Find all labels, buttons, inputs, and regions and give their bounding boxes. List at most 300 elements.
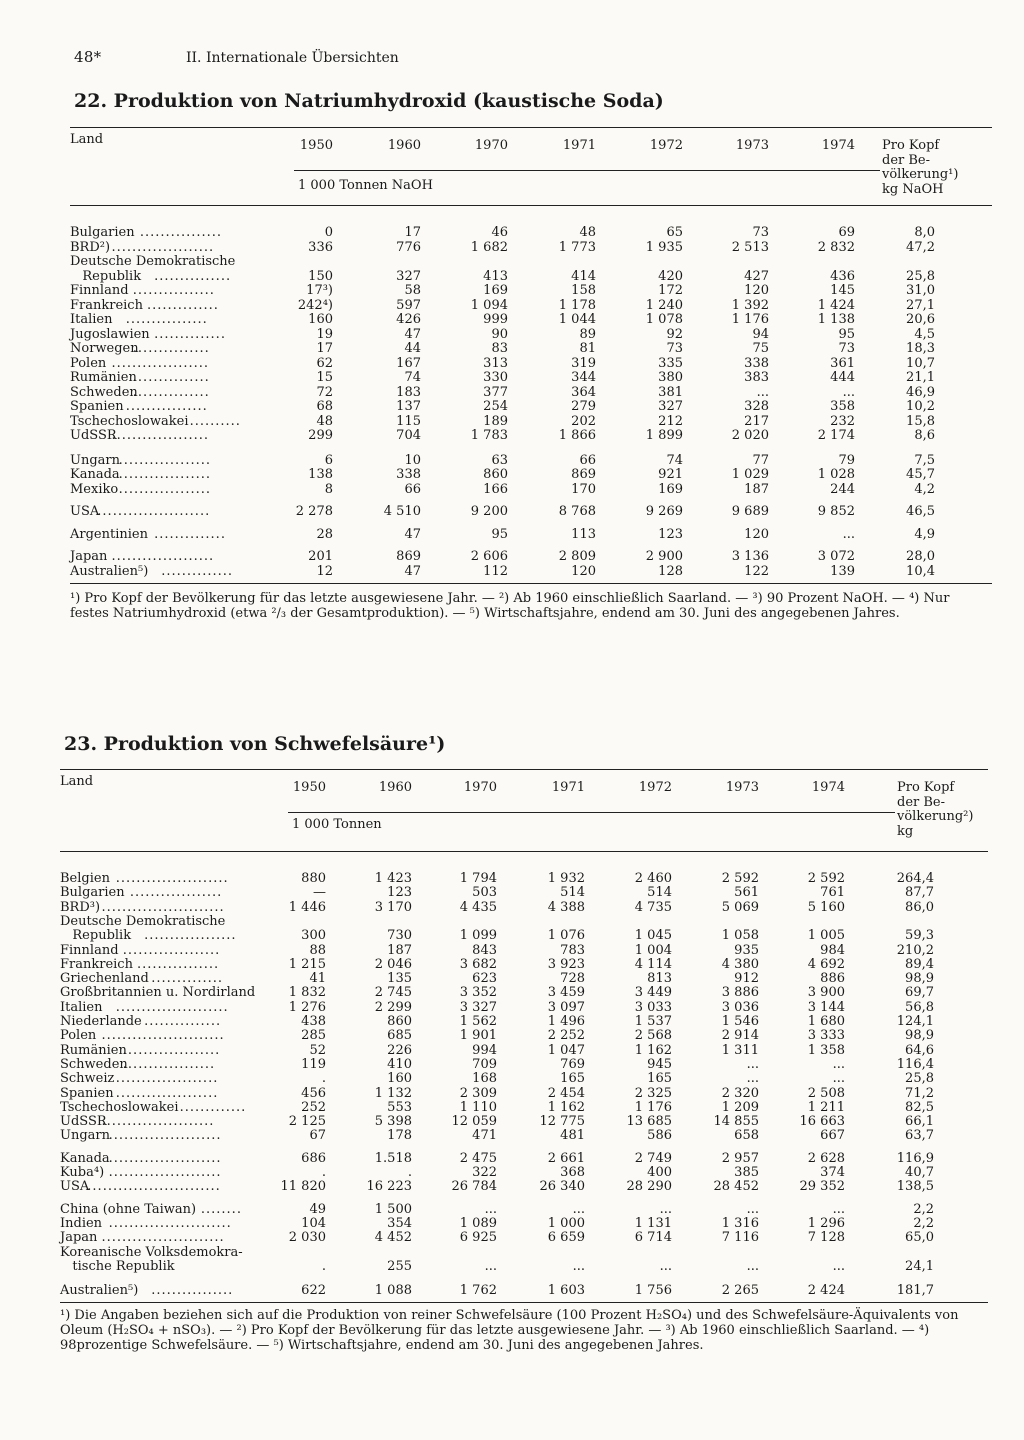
table-cell: 187 [744,481,769,497]
table-cell: 139 [830,563,855,579]
table-cell: 16 223 [366,1179,412,1195]
table-cell: 168 [472,1071,497,1087]
leader-dots: .................. [118,452,211,468]
table-cell: ... [572,1258,585,1274]
table-cell: 1 089 [459,1215,497,1231]
year-header: 1974 [821,138,855,153]
table-cell: 1.518 [374,1150,412,1166]
row-label: Frankreich [60,956,133,972]
row-label: Kuba⁴) [60,1165,105,1180]
table-cell: 15,8 [906,413,935,429]
table-cell: 98,9 [905,1028,934,1044]
table-cell: 503 [472,885,497,901]
table-cell: 2 174 [817,428,855,443]
table-cell: 2 809 [558,549,596,564]
table-cell: 5 160 [807,899,845,915]
perhead-header: der Be- [882,152,931,168]
table-cell: 413 [483,268,508,284]
year-header: 1973 [725,780,759,795]
table-cell: 5 069 [721,899,759,915]
table-cell: 2 020 [731,428,769,443]
table-cell: 1 110 [459,1099,497,1115]
table-cell: 65,0 [905,1230,934,1246]
table-cell: 327 [658,399,683,414]
table-cell: 299 [308,428,333,443]
table-cell: 6 659 [547,1230,585,1246]
table-cell: 327 [396,268,421,284]
table-cell: 137 [396,399,421,414]
table-cell: 2 278 [295,504,333,519]
table-cell: 46 [491,225,508,240]
table-cell: 116,4 [896,1056,934,1072]
table-cell: 368 [560,1165,585,1180]
table-cell: 2 030 [288,1230,326,1246]
table-cell: 1 211 [807,1099,845,1115]
table-cell: 68 [316,399,333,414]
table-cell: 1 004 [634,942,672,958]
table-cell: 869 [396,549,421,564]
table-cell: 330 [483,370,508,385]
footnote: ¹) Pro Kopf der Bevölkerung für das letzte ausgewiesene Jahr. — ²) Ab 1960 einschließlich Saarland. — ³) 90 Prozent NaOH. — ⁴) Nur festes Natriumhydroxid (etwa ²/₃ der Gesamtproduktion). — ⁵) Wirtschaftsjahre, endend am 30. Juni des angegebenen Jahres. [70,591,950,621]
table-cell: 3 036 [721,999,759,1015]
table-cell: 21,1 [906,370,935,385]
table-cell: 3 449 [634,985,672,1001]
row-label: Deutsche Demokratische [70,254,236,269]
table-cell: 336 [308,239,333,255]
table-cell: 128 [658,563,683,579]
table-cell: 66,1 [905,1114,934,1130]
leader-dots: .............. [161,563,234,579]
leader-dots: ...................... [108,1128,222,1144]
table-cell: 935 [734,942,759,958]
table-cell: 438 [301,1014,326,1029]
table-cell: 622 [301,1283,326,1299]
table-cell: 252 [301,1099,326,1115]
table-cell: 124,1 [896,1014,934,1029]
table-cell: 40,7 [905,1165,934,1180]
table-cell: 344 [571,370,596,385]
table-cell: 1 276 [288,999,326,1015]
row-label: Finnland [60,942,119,958]
table-cell: 90 [491,326,508,342]
table-cell: 860 [387,1014,412,1029]
leader-dots: .................. [118,467,211,482]
table-cell: 69,7 [905,985,934,1001]
table-cell: 122 [744,563,769,579]
table-cell: 189 [483,413,508,429]
table-cell: 886 [820,971,845,987]
table-cell: 160 [387,1071,412,1087]
table-cell: 1 162 [547,1099,585,1115]
page-number: 48* [74,48,102,66]
table-cell: 67 [309,1128,326,1144]
table-cell: 400 [647,1165,672,1180]
table-cell: 150 [308,268,333,284]
year-header: 1974 [811,780,845,795]
table-cell: 244 [830,481,855,497]
table-cell: 456 [301,1085,326,1101]
table-cell: 167 [396,355,421,371]
table-cell: 13 685 [626,1114,672,1130]
table-bottom-rule [60,1302,988,1303]
table-cell: 2 475 [459,1150,497,1166]
row-label: Australien⁵) [70,563,149,579]
table-cell: ... [842,384,855,400]
leader-dots: .......... [189,413,241,429]
row-label: Bulgarien [60,885,125,901]
table-cell: 1 240 [645,297,683,313]
table-cell: 75 [752,341,769,356]
table-cell: 47 [404,563,421,579]
row-label: Norwegen [70,341,139,356]
table-cell: 112 [483,563,508,579]
table-cell: 2 309 [459,1085,497,1101]
perhead-header: völkerung¹) [882,167,959,182]
row-label: USA [60,1179,90,1195]
leader-dots: ........................ [108,1215,232,1231]
table-cell: 31,0 [906,283,935,298]
table-cell: 945 [647,1056,672,1072]
leader-dots: .................... [115,1071,219,1087]
table-cell: 4 510 [383,504,421,519]
row-label: tische Republik [60,1258,175,1274]
table-cell: 1 392 [731,297,769,313]
year-header: 1950 [299,138,333,153]
row-label: Republik [60,928,132,944]
table-cell: 98,9 [905,971,934,987]
table-cell: 2 568 [634,1028,672,1044]
table-cell: 1 000 [547,1215,585,1231]
table-cell: 426 [396,312,421,327]
table-cell: 187 [387,942,412,958]
table-cell: 1 603 [547,1283,585,1299]
table-cell: 120 [571,563,596,579]
table-cell: 5 398 [374,1114,412,1130]
perhead-header: Pro Kopf [882,138,940,153]
table-cell: 3 033 [634,999,672,1015]
table-cell: 19 [316,326,333,342]
table-cell: 2 046 [374,956,412,972]
table-cell: 1 500 [374,1201,412,1217]
table-cell: 178 [387,1128,412,1144]
table-cell: 52 [309,1042,326,1058]
table-cell: 2 914 [721,1028,759,1044]
row-label: Tschechoslowakei [70,413,189,429]
table-cell: 14 855 [713,1114,759,1130]
table-cell: 436 [830,268,855,284]
table-cell: 56,8 [905,999,934,1015]
table-cell: 1 311 [721,1042,759,1058]
table-cell: 10,2 [906,399,935,414]
table-cell: 25,8 [905,1071,934,1087]
table-cell: 89,4 [905,956,934,972]
table-cell: 44 [404,341,421,356]
table-cell: 48 [579,225,596,240]
perhead-header: der Be- [897,794,946,810]
row-label: Großbritannien u. Nordirland [60,985,256,1001]
table-cell: 242⁴) [297,297,333,313]
table-cell: 414 [571,268,596,284]
table-cell: 264,4 [896,871,934,886]
table-cell: ... [842,526,855,542]
leader-dots: .............. [154,526,226,542]
table-cell: 48 [316,413,333,429]
table-cell: 3 333 [807,1028,845,1044]
year-header: 1970 [474,138,508,153]
leader-dots: ............... [154,268,232,284]
table-cell: 2 513 [731,239,769,255]
table-cell: ... [746,1056,759,1072]
leader-dots: ........................ [101,1230,225,1246]
unit-label: 1 000 Tonnen NaOH [298,178,433,193]
table-cell: 3 170 [374,899,412,915]
row-label: Schweden [60,1056,128,1072]
table-cell: 212 [658,413,683,429]
table-cell: 8,0 [914,225,935,240]
row-label: Koreanische Volksdemokra- [60,1244,243,1260]
leader-dots: .................. [144,928,237,944]
leader-dots: ...................... [108,1165,222,1180]
table-cell: 2 745 [374,985,412,1001]
row-label: Rumänien [70,370,137,385]
land-header: Land [70,132,104,147]
table-cell: 685 [387,1028,412,1044]
table-cell: 120 [744,526,769,542]
table-cell: 113 [571,526,596,542]
row-label: Indien [60,1215,103,1231]
table-cell: 328 [744,399,769,414]
table-cell: 46,5 [906,504,935,519]
table-cell: 74 [666,452,683,468]
table-cell: 25,8 [906,268,935,284]
table-cell: 2 628 [807,1150,845,1166]
table-cell: 2 320 [721,1085,759,1101]
row-label: Deutsche Demokratische [60,913,226,929]
row-label: China (ohne Taiwan) [60,1201,197,1217]
table-cell: 26 340 [539,1179,585,1195]
table-cell: ... [756,384,769,400]
perhead-header: kg NaOH [882,181,944,197]
table-cell: ... [746,1258,759,1274]
table-cell: 169 [483,283,508,298]
table-cell: 686 [301,1150,326,1166]
leader-dots: .................... [111,239,215,255]
leader-dots: ................ [132,283,215,298]
row-label: Ungarn [70,452,120,468]
table-cell: 361 [830,355,855,371]
table-cell: 1 132 [374,1085,412,1101]
table-cell: 1 045 [634,928,672,944]
table-cell: 364 [571,384,596,400]
year-header: 1960 [378,780,412,795]
row-label: Ungarn [60,1128,110,1144]
table-cell: 4 452 [374,1230,412,1246]
table-cell: 319 [571,355,596,371]
table-cell: 123 [387,885,412,901]
table-cell: 4,9 [914,526,935,542]
table-cell: 8 [324,481,333,497]
row-label: Spanien [70,399,124,414]
leader-dots: ............... [132,370,210,385]
table-cell: 1 176 [634,1099,672,1115]
table-cell: 4 380 [721,956,759,972]
table-cell: 64,6 [905,1042,934,1058]
table-cell: 322 [472,1165,497,1180]
table-cell: 3 900 [807,985,845,1001]
leader-dots: .......................... [87,1179,221,1195]
table-cell: 912 [734,971,759,987]
table-cell: 66 [404,481,421,497]
table-cell: — [313,885,326,901]
leader-dots: .................. [122,1056,216,1072]
row-label: BRD²) [70,239,111,255]
table-cell: 2 749 [634,1150,672,1166]
header-bottom-rule [70,205,992,206]
leader-dots: .................... [111,549,215,564]
table-cell: 45,7 [906,467,935,482]
row-label: Finnland [70,283,129,298]
table-cell: 135 [387,971,412,987]
table-cell: 338 [744,355,769,371]
table-cell: 82,5 [905,1099,934,1115]
table-cell: 202 [571,413,596,429]
table-cell: 381 [658,384,683,400]
table-cell: . [407,1165,412,1180]
table-cell: 201 [308,549,333,564]
table-cell: 769 [560,1056,585,1072]
table-cell: 1 773 [558,239,596,255]
table-cell: 921 [658,467,683,482]
table-cell: 12 775 [539,1114,585,1130]
table-cell: 860 [483,467,508,482]
table-cell: 28 290 [626,1179,672,1195]
table-cell: . [321,1071,326,1087]
table-cell: 20,6 [906,312,935,327]
table-cell: 586 [647,1128,672,1144]
leader-dots: .................. [129,885,223,901]
table-cell: ... [659,1201,672,1217]
leader-dots: ...................... [101,1114,215,1130]
table-cell: 776 [396,239,421,255]
table-bottom-rule [70,583,992,584]
table-cell: 2 454 [547,1085,585,1101]
table-cell: 1 783 [470,428,508,443]
row-label: Belgien [60,871,110,886]
table-cell: 880 [301,871,326,886]
table-cell: 10 [404,452,421,468]
table-cell: 169 [658,481,683,497]
leader-dots: ............... [144,1014,222,1029]
table-cell: 1 058 [721,928,759,944]
table-cell: 4 388 [547,899,585,915]
table-22-top-rule [70,127,992,128]
table-cell: 10,7 [906,355,935,371]
table-cell: 358 [830,399,855,414]
row-label: Japan [70,549,108,564]
table-cell: 172 [658,283,683,298]
table-cell: 6 925 [459,1230,497,1246]
table-22-title: 22. Produktion von Natriumhydroxid (kaustische Soda) [74,90,664,112]
table-cell: 338 [396,467,421,482]
table-cell: 2 957 [721,1150,759,1166]
table-cell: 28 452 [713,1179,759,1195]
table-cell: 94 [752,326,769,342]
table-cell: 1 358 [807,1042,845,1058]
leader-dots: ................ [151,1283,234,1299]
leader-dots: .................. [118,481,211,497]
table-cell: 1 496 [547,1014,585,1029]
table-cell: 9 200 [470,504,508,519]
year-header: 1950 [292,780,326,795]
table-cell: 658 [734,1128,759,1144]
table-cell: 81 [579,341,596,356]
running-head: II. Internationale Übersichten [186,50,399,66]
table-cell: ... [659,1258,672,1274]
leader-dots: ................ [125,399,208,414]
table-cell: 92 [666,326,683,342]
row-label: Schweiz [60,1071,115,1087]
table-cell: 410 [387,1056,412,1072]
table-cell: 120 [744,283,769,298]
table-cell: 2,2 [913,1201,934,1217]
table-cell: 1 424 [817,297,855,313]
table-cell: 1 866 [558,428,596,443]
table-cell: 1 094 [470,297,508,313]
table-cell: 374 [820,1165,845,1180]
table-cell: 83 [491,341,508,356]
table-cell: 2 661 [547,1150,585,1166]
table-cell: 1 762 [459,1283,497,1299]
row-label: Italien [60,999,103,1015]
table-cell: 1 832 [288,985,326,1001]
table-cell: 1 005 [807,928,845,944]
year-header: 1971 [562,138,596,153]
table-cell: 16 663 [799,1114,845,1130]
table-cell: 481 [560,1128,585,1144]
table-cell: 47 [404,326,421,342]
table-cell: 3 327 [459,999,497,1015]
table-cell: 17³) [306,283,333,298]
leader-dots: ............. [179,1099,247,1115]
leader-dots: ................... [122,1042,221,1058]
leader-dots: ................ [125,312,208,327]
table-cell: 104 [301,1215,326,1231]
table-cell: 2 508 [807,1085,845,1101]
table-cell: 3 459 [547,985,585,1001]
table-cell: 72 [316,384,333,400]
leader-dots: ............... [132,341,210,356]
table-cell: 254 [483,399,508,414]
table-cell: 1 099 [459,928,497,944]
table-cell: 181,7 [896,1283,934,1299]
table-cell: 1 162 [634,1042,672,1058]
table-cell: 999 [483,312,508,327]
row-label: USA [70,504,100,519]
table-cell: 1 088 [374,1283,412,1299]
year-header: 1971 [551,780,585,795]
table-23-top-rule [60,769,988,770]
leader-dots: ...................... [97,504,211,519]
table-cell: 119 [301,1056,326,1072]
table-cell: 95 [491,526,508,542]
year-header: 1973 [735,138,769,153]
row-label: Argentinien [70,526,148,542]
table-cell: 2 592 [721,871,759,886]
table-cell: 66 [579,452,596,468]
table-cell: 15 [316,370,333,385]
table-cell: 46,9 [906,384,935,400]
table-cell: 71,2 [905,1085,934,1101]
